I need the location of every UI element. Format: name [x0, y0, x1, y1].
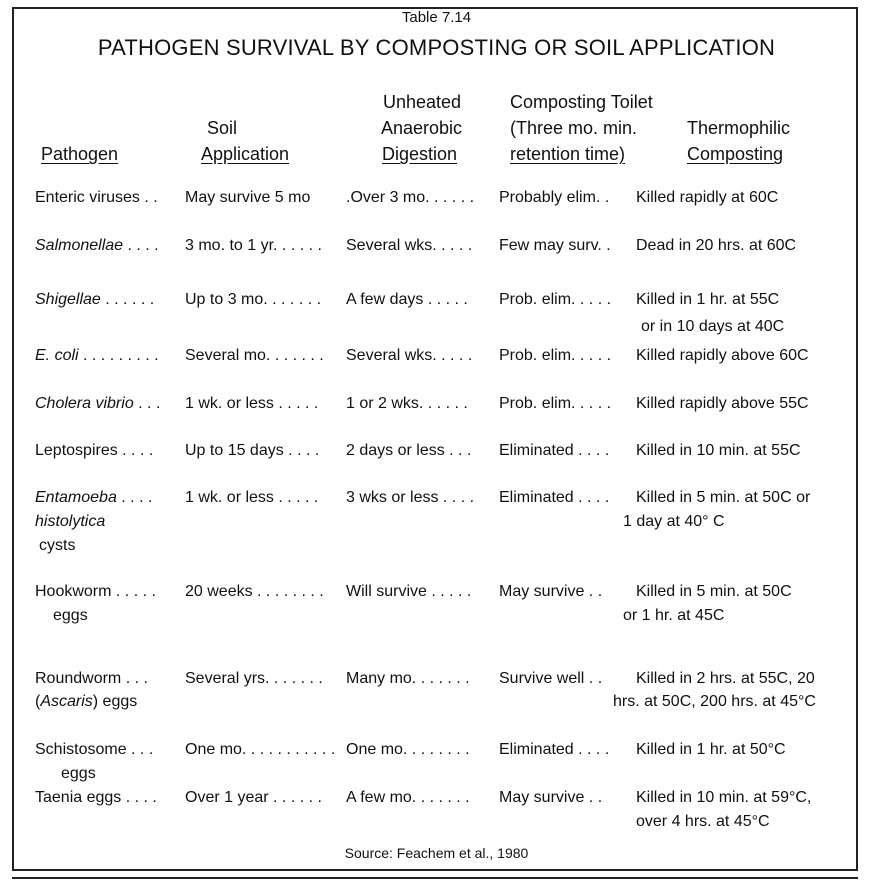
- header-anaerobic-line2: Anaerobic: [381, 118, 463, 138]
- soil-cell: Up to 15 days . . . .: [185, 442, 320, 459]
- pathogen-cell: Taenia eggs . . . .: [35, 789, 157, 806]
- thermo-cell: Killed in 1 hr. at 55C: [636, 291, 780, 308]
- soil-cell: May survive 5 mo: [185, 189, 311, 206]
- header-toilet-line3: retention time): [510, 144, 626, 164]
- soil-cell: Several yrs. . . . . . .: [185, 670, 323, 687]
- header-anaerobic-line1: Unheated: [383, 92, 462, 112]
- anaerobic-cell: One mo. . . . . . . .: [346, 741, 470, 758]
- pathogen-cell-line3: cysts: [39, 537, 76, 554]
- toilet-cell: May survive . .: [499, 789, 603, 806]
- pathogen-cell: Leptospires . . . .: [35, 442, 154, 459]
- header-soil-line1: Soil: [207, 118, 238, 138]
- anaerobic-cell: Many mo. . . . . . .: [346, 670, 470, 687]
- anaerobic-cell: A few mo. . . . . . .: [346, 789, 470, 806]
- thermo-cell-line2: over 4 hrs. at 45°C: [636, 813, 770, 830]
- toilet-cell: Prob. elim. . . . .: [499, 347, 612, 364]
- soil-cell: Several mo. . . . . . .: [185, 347, 324, 364]
- pathogen-cell: Schistosome . . .: [35, 741, 154, 758]
- anaerobic-cell: 3 wks or less . . . .: [346, 489, 475, 506]
- thermo-cell-line2: hrs. at 50C, 200 hrs. at 45°C: [613, 693, 816, 710]
- anaerobic-cell: Several wks. . . . .: [346, 347, 473, 364]
- soil-cell: 3 mo. to 1 yr. . . . . .: [185, 237, 322, 254]
- thermo-cell: Killed rapidly at 60C: [636, 189, 779, 206]
- pathogen-cell-line2: histolytica: [35, 513, 106, 530]
- bottom-rule: [12, 877, 858, 879]
- thermo-cell-line2: 1 day at 40° C: [623, 513, 725, 530]
- anaerobic-cell: Will survive . . . . .: [346, 583, 472, 600]
- pathogen-cell: Roundworm . . .: [35, 670, 148, 687]
- pathogen-cell: Shigellae . . . . . .: [35, 291, 155, 308]
- header-soil-line2: Application: [201, 144, 290, 164]
- pathogen-cell-line2: eggs: [61, 765, 96, 782]
- toilet-cell: Prob. elim. . . . .: [499, 291, 612, 308]
- toilet-cell: May survive . .: [499, 583, 603, 600]
- pathogen-cell: Hookworm . . . . .: [35, 583, 156, 600]
- table-number: Table 7.14: [401, 9, 472, 26]
- thermo-cell-line2: or in 10 days at 40C: [641, 318, 785, 335]
- thermo-cell: Killed rapidly above 60C: [636, 347, 809, 364]
- anaerobic-cell: A few days . . . . .: [346, 291, 468, 308]
- soil-cell: Up to 3 mo. . . . . . .: [185, 291, 322, 308]
- soil-cell: One mo. . . . . . . . . . .: [185, 741, 336, 758]
- header-anaerobic-line3: Digestion: [382, 144, 458, 164]
- header-thermo-line1: Thermophilic: [687, 118, 791, 138]
- table-title: PATHOGEN SURVIVAL BY COMPOSTING OR SOIL APPLICATION: [97, 35, 776, 60]
- toilet-cell: Survive well . .: [499, 670, 603, 687]
- header-pathogen: Pathogen: [41, 144, 119, 164]
- thermo-cell-line2: or 1 hr. at 45C: [623, 607, 725, 624]
- anaerobic-cell: .Over 3 mo. . . . . .: [346, 189, 475, 206]
- toilet-cell: Eliminated . . . .: [499, 741, 610, 758]
- soil-cell: 20 weeks . . . . . . . .: [185, 583, 324, 600]
- pathogen-cell: Enteric viruses . .: [35, 189, 158, 206]
- soil-cell: Over 1 year . . . . . .: [185, 789, 322, 806]
- soil-cell: 1 wk. or less . . . . .: [185, 489, 319, 506]
- anaerobic-cell: 1 or 2 wks. . . . . .: [346, 395, 468, 412]
- header-thermo-line2: Composting: [687, 144, 784, 164]
- thermo-cell: Killed in 2 hrs. at 55C, 20: [636, 670, 815, 687]
- toilet-cell: Eliminated . . . .: [499, 442, 610, 459]
- thermo-cell: Killed in 5 min. at 50C or: [636, 489, 811, 506]
- header-toilet-line1: Composting Toilet: [510, 92, 653, 112]
- toilet-cell: Prob. elim. . . . .: [499, 395, 612, 412]
- toilet-cell: Few may surv. .: [499, 237, 611, 254]
- toilet-cell: Eliminated . . . .: [499, 489, 610, 506]
- thermo-cell: Killed in 5 min. at 50C: [636, 583, 792, 600]
- thermo-cell: Killed rapidly above 55C: [636, 395, 809, 412]
- thermo-cell: Killed in 10 min. at 55C: [636, 442, 801, 459]
- pathogen-cell: Cholera vibrio . . .: [35, 395, 161, 412]
- pathogen-cell-line2: (Ascaris) eggs: [35, 693, 138, 710]
- toilet-cell: Probably elim. .: [499, 189, 610, 206]
- anaerobic-cell: 2 days or less . . .: [346, 442, 472, 459]
- pathogen-cell-line2: eggs: [53, 607, 88, 624]
- anaerobic-cell: Several wks. . . . .: [346, 237, 473, 254]
- thermo-cell: Dead in 20 hrs. at 60C: [636, 237, 797, 254]
- thermo-cell: Killed in 10 min. at 59°C,: [636, 789, 812, 806]
- pathogen-cell: Entamoeba . . . .: [35, 489, 153, 506]
- header-toilet-line2: (Three mo. min.: [510, 118, 638, 138]
- soil-cell: 1 wk. or less . . . . .: [185, 395, 319, 412]
- thermo-cell: Killed in 1 hr. at 50°C: [636, 741, 786, 758]
- pathogen-cell: Salmonellae . . . .: [35, 237, 159, 254]
- pathogen-cell: E. coli . . . . . . . . .: [35, 347, 159, 364]
- source-note: Source: Feachem et al., 1980: [344, 845, 529, 861]
